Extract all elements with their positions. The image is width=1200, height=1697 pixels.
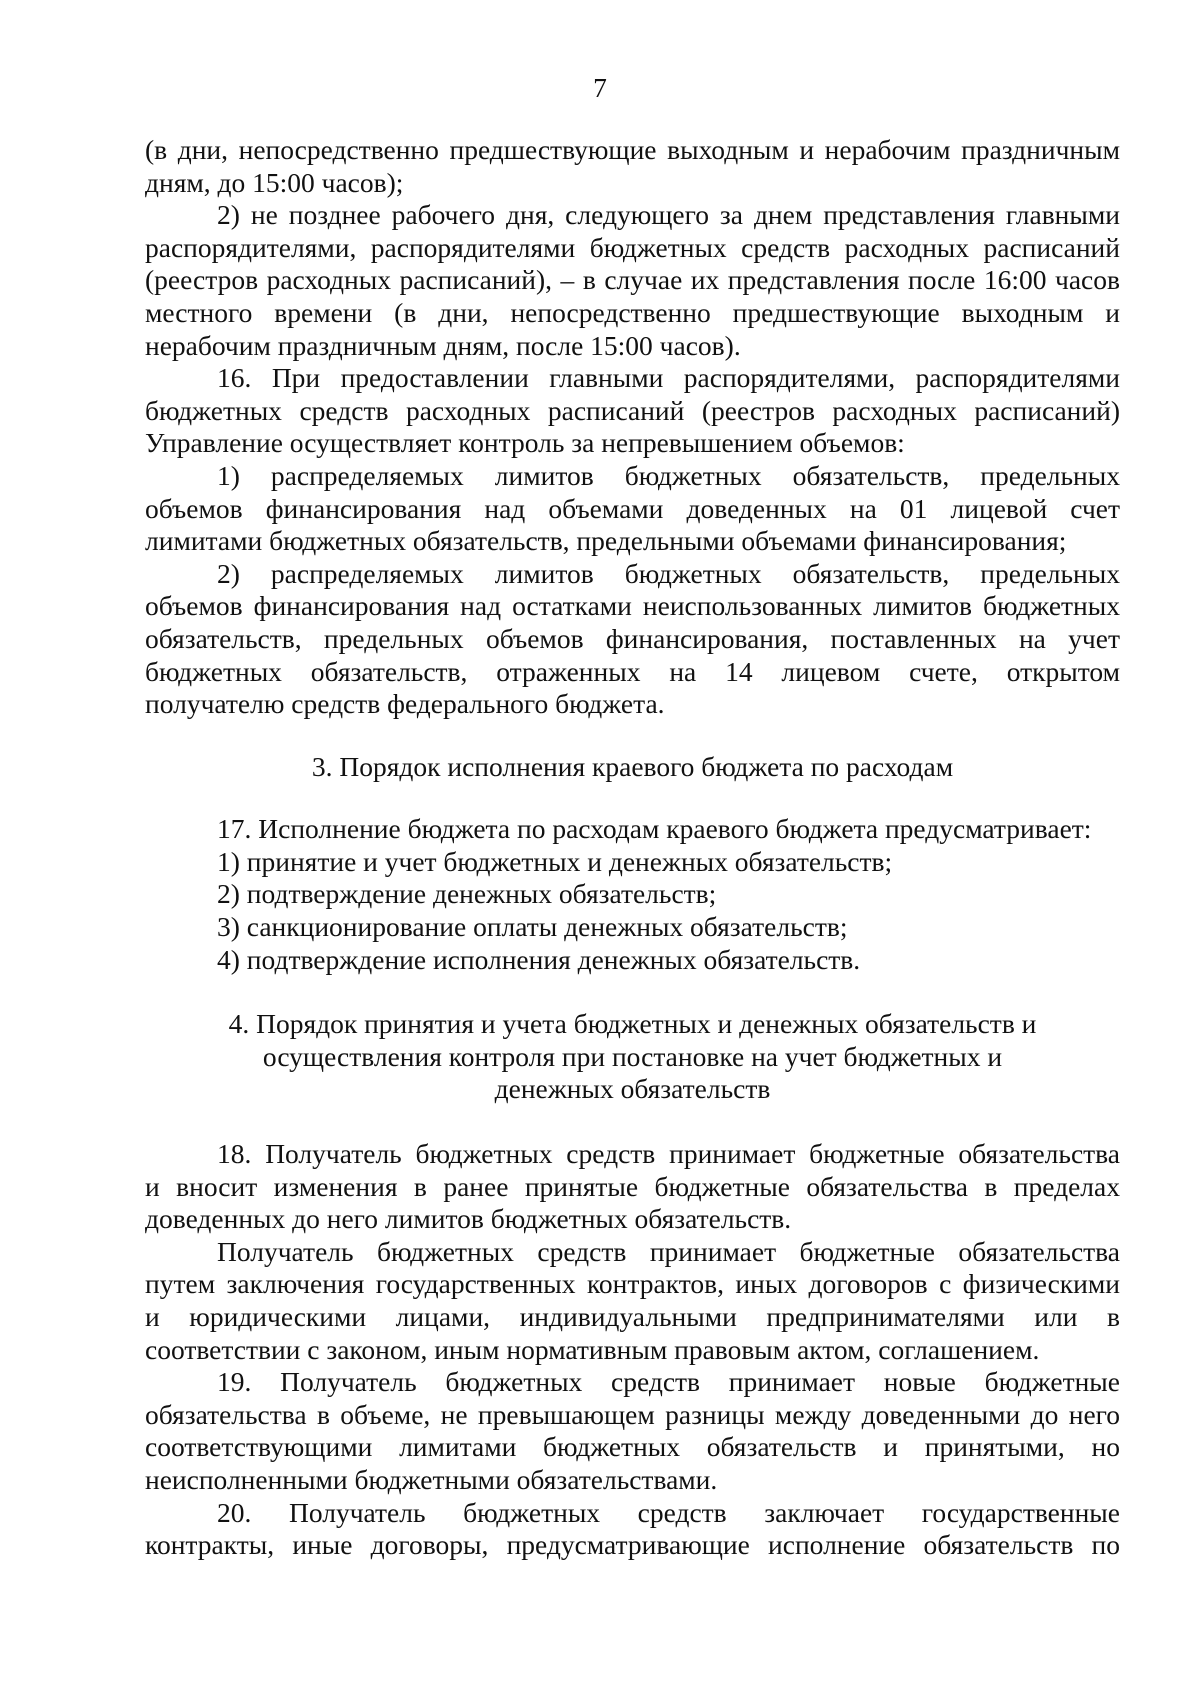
text-line: доведенных до него лимитов бюджетных обязательств. <box>145 1203 792 1235</box>
paragraph <box>145 199 1120 362</box>
text-line: объемов финансирования над объемами доведенных на 01 лицевой счет <box>145 492 1120 524</box>
page-number: 7 <box>593 72 607 103</box>
text-line: 18. Получатель бюджетных средств принимает бюджетные обязательства <box>217 1138 1120 1170</box>
text-line: получателю средств федерального бюджета. <box>145 688 665 720</box>
text-line: и вносит изменения в ранее принятые бюджетные обязательства в пределах <box>145 1170 1120 1202</box>
paragraph <box>145 813 1120 976</box>
text-line: 20. Получатель бюджетных средств заключает государственные <box>217 1496 1120 1528</box>
paragraph <box>145 558 1120 721</box>
section-heading <box>145 1008 1120 1106</box>
list-item: 4) подтверждение исполнения денежных обязательств. <box>217 943 861 975</box>
text-line: распорядителями, распорядителями бюджетных средств расходных расписаний <box>145 231 1120 263</box>
text-line: объемов финансирования над остатками неиспользованных лимитов бюджетных <box>145 590 1120 622</box>
paragraph <box>145 362 1120 460</box>
heading-line: осуществления контроля при постановке на учет бюджетных и <box>262 1040 1003 1072</box>
text-line: обязательства в объеме, не превышающем разницы между доведенными до него <box>145 1398 1120 1430</box>
text-line: соответствующими лимитами бюджетных обязательств и принятыми, но <box>145 1431 1120 1463</box>
text-line: 19. Получатель бюджетных средств принимает новые бюджетные <box>217 1366 1120 1398</box>
text-line: 1) распределяемых лимитов бюджетных обязательств, предельных <box>217 459 1120 491</box>
paragraph <box>145 134 1120 199</box>
text-line: 17. Исполнение бюджета по расходам краевого бюджета предусматривает: <box>217 813 1092 845</box>
list-item: 1) принятие и учет бюджетных и денежных обязательств; <box>217 845 893 877</box>
text-line: обязательств, предельных объемов финансирования, поставленных на учет <box>145 622 1120 654</box>
spacer <box>145 721 1120 751</box>
section-heading: 3. Порядок исполнения краевого бюджета по расходам <box>311 750 954 782</box>
text-line: бюджетных средств расходных расписаний (реестров расходных расписаний) <box>145 394 1120 426</box>
paragraph <box>145 1236 1120 1366</box>
paragraph <box>145 1497 1120 1562</box>
text-line: 16. При предоставлении главными распорядителями, распорядителями <box>217 362 1120 394</box>
spacer <box>145 1106 1120 1138</box>
text-line: неисполненными бюджетными обязательствами. <box>145 1463 718 1495</box>
text-line: 2) распределяемых лимитов бюджетных обязательств, предельных <box>217 557 1120 589</box>
text-line: (в дни, непосредственно предшествующие выходным и нерабочим праздничным <box>145 134 1120 165</box>
text-line: Получатель бюджетных средств принимает бюджетные обязательства <box>217 1235 1120 1267</box>
spacer <box>145 783 1120 813</box>
text-line: соответствии с законом, иным нормативным правовым актом, соглашением. <box>145 1333 1040 1365</box>
text-line: (реестров расходных расписаний), – в случае их представления после 16:00 часов <box>145 264 1120 296</box>
document-body <box>145 134 1120 1562</box>
spacer <box>145 976 1120 1008</box>
paragraph <box>145 460 1120 558</box>
list-item: 2) подтверждение денежных обязательств; <box>217 878 717 910</box>
text-line: 2) не позднее рабочего дня, следующего за днем представления главными <box>217 199 1120 231</box>
text-line: дням, до 15:00 часов); <box>145 166 404 198</box>
text-line: Управление осуществляет контроль за непревышением объемов: <box>145 427 905 459</box>
text-line: лимитами бюджетных обязательств, предельными объемами финансирования; <box>145 525 1067 557</box>
text-line: и юридическими лицами, индивидуальными предпринимателями или в <box>145 1301 1120 1332</box>
list-item: 3) санкционирование оплаты денежных обязательств; <box>217 911 848 943</box>
text-line: местного времени (в дни, непосредственно предшествующие выходным и <box>145 296 1120 328</box>
paragraph <box>145 1366 1120 1496</box>
text-line: нерабочим праздничным дням, после 15:00 часов). <box>145 329 741 361</box>
text-line: путем заключения государственных контрактов, иных договоров с физическими <box>145 1268 1120 1300</box>
text-line: контракты, иные договоры, предусматривающие исполнение обязательств по <box>145 1529 1120 1561</box>
paragraph <box>145 1138 1120 1236</box>
heading-line: 4. Порядок принятия и учета бюджетных и денежных обязательств и <box>228 1008 1037 1040</box>
heading-line: денежных обязательств <box>494 1073 771 1105</box>
text-line: бюджетных обязательств, отраженных на 14 лицевом счете, открытом <box>145 655 1120 687</box>
